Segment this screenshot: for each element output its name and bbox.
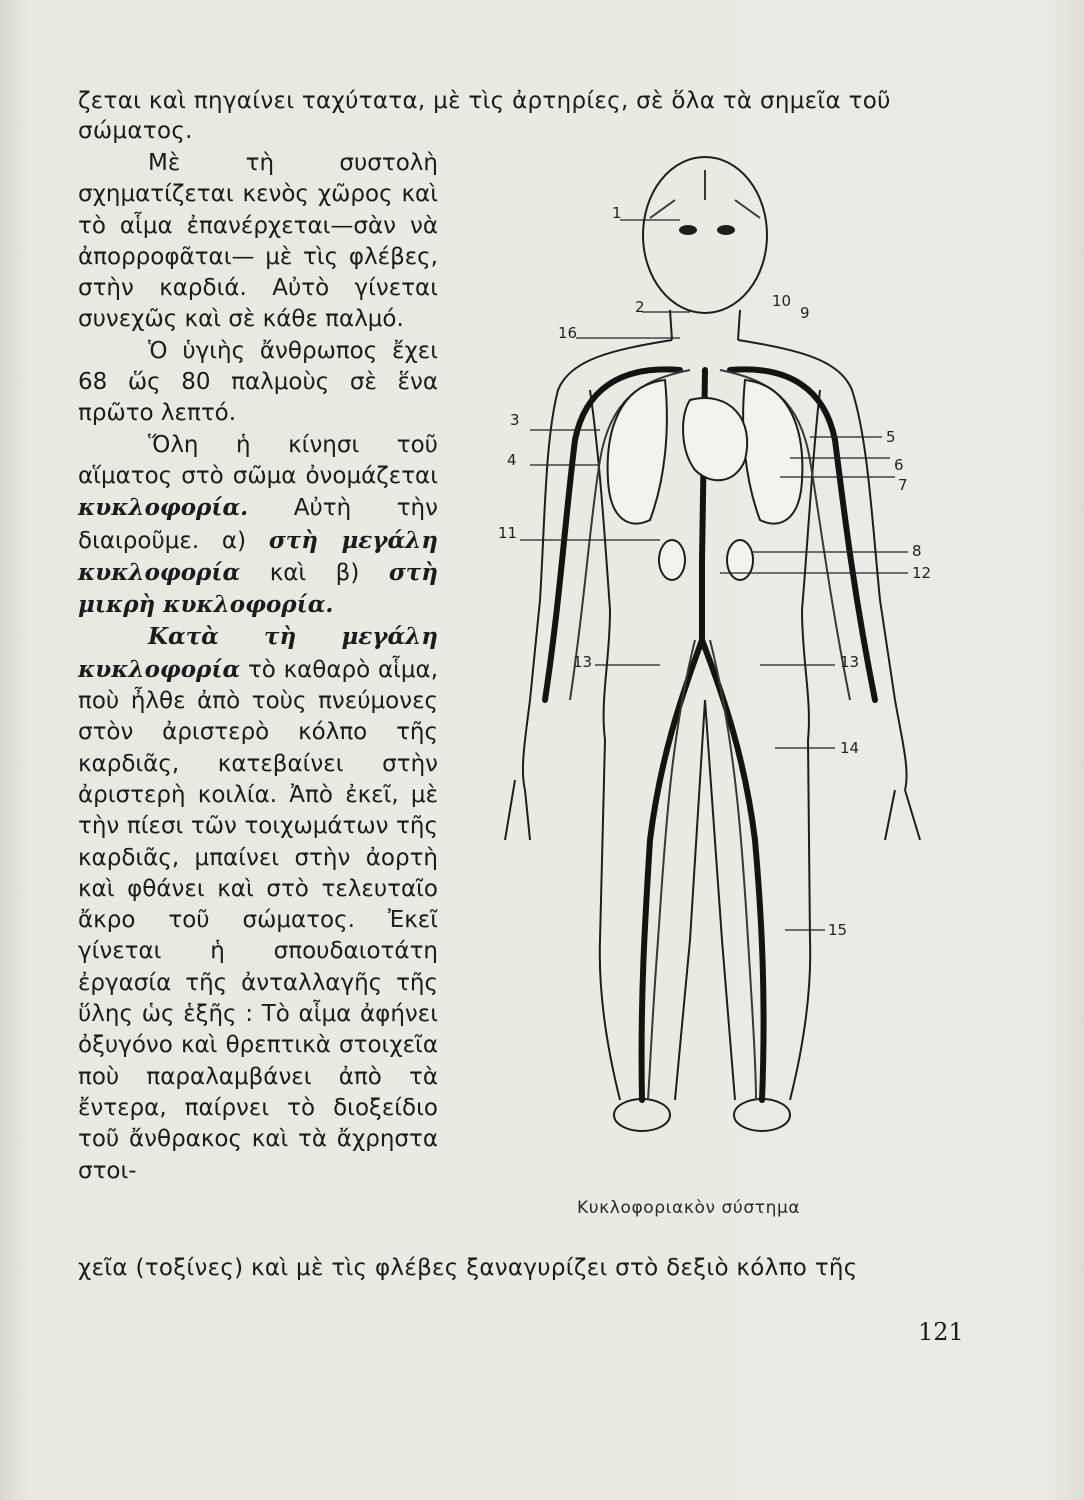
figure-label-14: 14: [840, 739, 860, 757]
left-leg-artery: [642, 640, 702, 1100]
text-line-top-continued: σώματος.: [78, 118, 193, 144]
right-kidney: [727, 540, 753, 580]
para4-text: τὸ καθαρὸ αἷμα, ποὺ ἦλθε ἀπὸ τοὺς πνεύμονες στὸν ἀριστερὸ κόλπο τῆς καρδιᾶς, κατεβαίνει στὴν ἀριστερὴ κοιλία. Ἀπὸ ἐκεῖ, μὲ τὴν πίεσι τῶν τοιχωμάτων τῆς καρδιᾶς, μπαίνει στὴν ἀορτὴ καὶ φθάνει καὶ στὸ τελευταῖο ἄκρο τοῦ σώματος. Ἐκεῖ γίνεται ἡ σπουδαιοτάτη ἐργασία τῆς ἀνταλλαγῆς τῆς ὕλης ὡς ἑξῆς : Τὸ αἷμα ἀφήνει ὀξυγόνο καὶ θρεπτικὰ στοιχεῖα ποὺ παραλαμβάνει ἀπὸ τὰ ἔντερα, παίρνει τὸ διοξείδιο τοῦ ἄνθρακος καὶ τὰ ἄχρηστα στοι-: [78, 656, 439, 1184]
figure-label-15: 15: [828, 921, 848, 939]
text-line-top: ζεται καὶ πηγαίνει ταχύτατα, μὲ τὶς ἀρτηρίες, σὲ ὅλα τὰ σημεῖα τοῦ: [78, 88, 891, 114]
figure-label-11: 11: [498, 524, 518, 542]
page-number: 121: [918, 1318, 964, 1346]
figure-label-1: 1: [612, 204, 622, 222]
right-lung: [743, 380, 802, 524]
figure-label-4: 4: [507, 451, 517, 469]
left-lung: [608, 380, 667, 524]
right-eye: [717, 225, 735, 235]
left-eye: [679, 225, 697, 235]
figure-label-3: 3: [510, 411, 520, 429]
circulatory-system-illustration: [490, 140, 930, 1200]
paragraph-circulation: [78, 430, 438, 622]
term-systemic-circulation: στὴ μεγάλη κυκλοφορία: [78, 526, 438, 586]
para3-text-a: Ὅλη ἡ κίνησι τοῦ αἵματος στὸ σῶμα ὀνομάζεται: [78, 431, 438, 489]
figure-caption: Κυκλοφοριακὸν σύστημα: [577, 1198, 801, 1218]
paragraph-systemic: [78, 621, 438, 1186]
term-circulation: κυκλοφορία.: [78, 494, 249, 522]
paragraph-systole: Μὲ τὴ συστολὴ σχηματίζεται κενὸς χῶρος καὶ τὸ αἷμα ἐπανέρχεται—σὰν νὰ ἀπορροφᾶται— μὲ τὶς φλέβες, στὴν καρδιά. Αὐτὸ γίνεται συνεχῶς καὶ σὲ κάθε παλμό.: [78, 150, 438, 333]
para3-text-c: Αὐτὴ τὴν διαιροῦμε. α): [78, 495, 438, 554]
para3-text-e: καὶ β): [269, 559, 360, 586]
heart: [683, 398, 747, 480]
figure-label-13-right: 13: [840, 653, 860, 671]
figure-label-10: 10: [772, 292, 792, 310]
neck-outline: [670, 310, 740, 340]
text-line-bottom: χεῖα (τοξίνες) καὶ μὲ τὶς φλέβες ξαναγυρίζει στὸ δεξιὸ κόλπο τῆς: [78, 1255, 858, 1281]
figure-label-12: 12: [912, 564, 930, 582]
figure-label-2: 2: [635, 298, 645, 316]
paragraph-pulse: Ὁ ὑγιὴς ἄνθρωπος ἔχει 68 ὥς 80 παλμοὺς σὲ ἕνα πρῶτο λεπτό.: [78, 337, 438, 427]
figure-label-9: 9: [800, 304, 810, 322]
right-foot: [734, 1099, 790, 1131]
figure-label-13-left: 13: [573, 653, 593, 671]
figure-label-16: 16: [558, 324, 578, 342]
right-leg-artery: [702, 640, 764, 1100]
head-vessels: [650, 170, 760, 218]
left-leg-vein: [648, 640, 695, 1100]
figure-label-6: 6: [894, 456, 904, 474]
term-systemic-heading: Κατὰ τὴ μεγάλη κυκλοφορία: [78, 623, 438, 683]
text-column: [78, 148, 438, 1187]
inner-leg-outline: [675, 700, 735, 1100]
figure-label-5: 5: [886, 428, 896, 446]
figure-label-7: 7: [898, 476, 908, 494]
left-kidney: [659, 540, 685, 580]
figure-label-8: 8: [912, 542, 922, 560]
term-pulmonary-circulation: στὴ μικρὴ κυκλοφορία.: [78, 558, 438, 619]
left-foot: [614, 1099, 670, 1131]
